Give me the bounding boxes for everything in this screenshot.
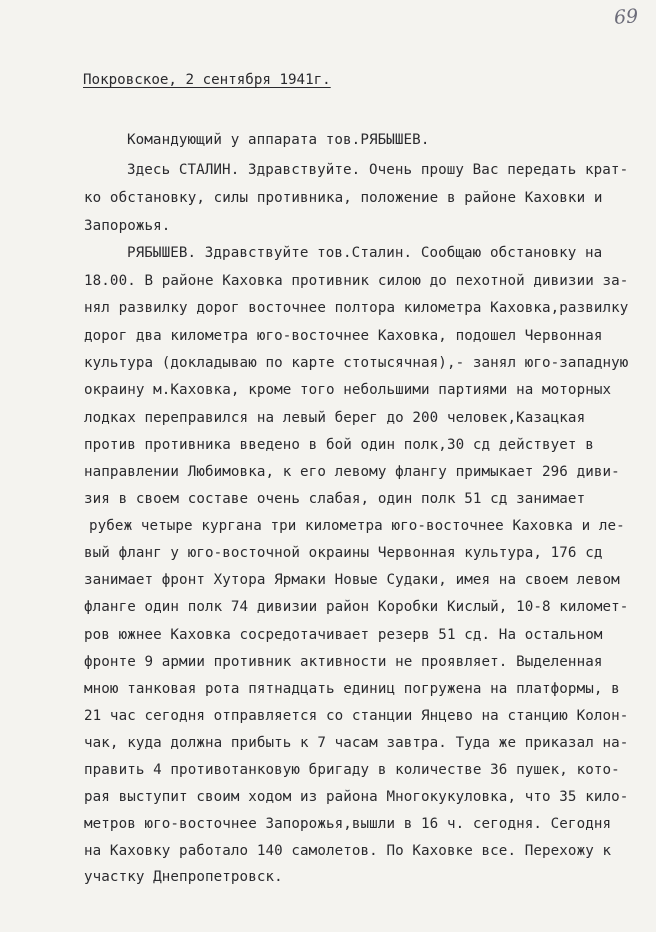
text-line: на Каховку работало 140 самолетов. По Каховке все. Перехожу к [84,843,612,859]
text-line: РЯБЫШЕВ. Здравствуйте тов.Сталин. Сообщаю обстановку на [127,245,603,261]
text-line: Здесь СТАЛИН. Здравствуйте. Очень прошу Вас передать крат- [127,162,629,178]
text-line: против противника введено в бой один полк,30 сд действует в [84,437,594,453]
text-line: 21 час сегодня отправляется со станции Янцево на станцию Колон- [84,708,629,724]
text-line: рая выступит своим ходом из района Многокукуловка, что 35 кило- [84,789,629,805]
text-line: метров юго-восточнее Запорожья,вышли в 16 ч. сегодня. Сегодня [84,816,612,832]
text-line: нял развилку дорог восточнее полтора километра Каховка,развилку [84,300,629,316]
text-line: ров южнее Каховка сосредотачивает резерв 51 сд. На остальном [84,627,603,643]
text-line: вый фланг у юго-восточной окраины Червонная культура, 176 сд [84,545,603,561]
text-line: рубеж четыре кургана три километра юго-восточнее Каховка и ле- [89,518,625,534]
text-line: окраину м.Каховка, кроме того небольшими партиями на моторных [84,382,612,398]
text-line: занимает фронт Хутора Ярмаки Новые Судаки, имея на своем левом [84,572,620,588]
text-line: чак, куда должна прибыть к 7 часам завтра. Туда же приказал на- [84,735,629,751]
page-number: 69 [613,5,639,29]
text-line: культура (докладываю по карте стотысячная),- занял юго-западную [84,355,629,371]
text-line: Командующий у аппарата тов.РЯБЫШЕВ. [127,132,430,148]
text-line: зия в своем составе очень слабая, один полк 51 сд занимает [84,491,586,507]
text-line: править 4 противотанковую бригаду в количестве 36 пушек, кото- [84,762,620,778]
text-line: лодках переправился на левый берег до 200 человек,Казацкая [84,410,586,426]
text-line: фронте 9 армии противник активности не проявляет. Выделенная [84,654,603,670]
text-line: мною танковая рота пятнадцать единиц погружена на платформы, в [84,681,620,697]
text-line: ко обстановку, силы противника, положение в районе Каховки и [84,190,603,206]
document-header: Покровское, 2 сентября 1941г. [83,72,331,88]
text-line: направлении Любимовка, к его левому флангу примыкает 296 диви- [84,464,620,480]
text-line: 18.00. В районе Каховка противник силою до пехотной дивизии за- [84,273,629,289]
text-line: Запорожья. [84,218,171,234]
text-line: дорог два километра юго-восточнее Каховка, подошел Червонная [84,328,603,344]
text-line: участку Днепропетровск. [84,869,283,885]
text-line: фланге один полк 74 дивизии район Коробки Кислый, 10-8 километ- [84,599,629,615]
